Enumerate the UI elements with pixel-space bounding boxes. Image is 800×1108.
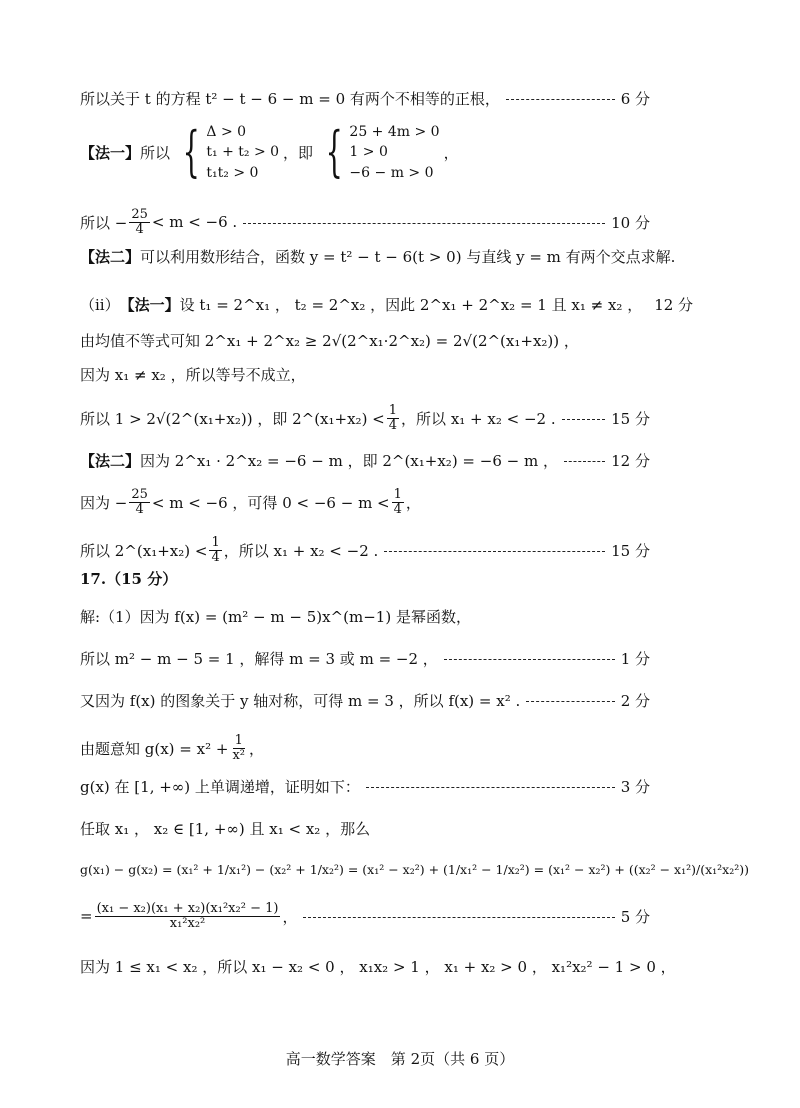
line-text: = <box>80 907 93 926</box>
line-text: 任取 x₁ ， x₂ ∈ [1, +∞) 且 x₁ < x₂ ，那么 <box>80 820 371 838</box>
fraction-numerator: 25 <box>131 207 148 222</box>
line-monotonic-claim <box>80 776 650 797</box>
line-text: ，即 <box>283 143 314 162</box>
fraction <box>209 536 221 564</box>
line-text: 所以 m² − m − 5 = 1 ，解得 m = 3 或 m = −2 ， <box>80 650 438 668</box>
line-am-gm <box>80 330 650 351</box>
line-text: 所以 1 > 2√(2^(x₁+x₂)) ，即 2^(x₁+x₂) < <box>80 409 385 428</box>
inequality-system-2 <box>317 122 440 183</box>
line-solve-m <box>80 648 650 669</box>
line-text: g(x) 在 [1, +∞) 上单调递增，证明如下： <box>80 778 360 796</box>
line-power-function <box>80 606 650 627</box>
page-footer: 高一数学答案 第 2页（共 6 页） <box>285 1050 515 1068</box>
fraction-denominator: 4 <box>211 549 220 565</box>
fraction <box>230 734 247 762</box>
line-part-ii-method-one <box>80 294 694 315</box>
line-text: ， <box>249 739 265 758</box>
system-line: t₁ + t₂ > 0 <box>206 144 280 161</box>
line-g-definition <box>80 734 650 762</box>
line-text: 所以 − <box>80 213 128 232</box>
fraction <box>387 404 399 432</box>
dash-leader <box>444 659 615 660</box>
line-text: 因为 1 ≤ x₁ < x₂ ，所以 x₁ − x₂ < 0 ， x₁x₂ > 1 ， x₁ + x₂ > 0 ， x₁²x₂² − 1 > 0 ， <box>80 958 676 976</box>
dash-leader <box>366 787 615 788</box>
line-symmetry <box>80 690 650 711</box>
line-factored-difference <box>80 902 650 930</box>
fraction-numerator: (x₁ − x₂)(x₁ + x₂)(x₁²x₂² − 1) <box>96 901 279 916</box>
line-conclusion-one <box>80 404 650 432</box>
dash-leader <box>506 99 615 100</box>
line-text: （ii） <box>80 296 120 314</box>
fraction-numerator: 1 <box>393 487 402 502</box>
line-conclusion-two <box>80 536 650 564</box>
method-tag: 【法二】 <box>80 248 141 266</box>
fraction <box>129 208 150 236</box>
method-tag: 【法一】 <box>119 296 180 314</box>
score-label: 10 分 <box>611 213 650 232</box>
fraction-denominator: 4 <box>393 501 402 517</box>
line-text: ， <box>282 907 298 926</box>
line-method-one-systems <box>80 122 650 183</box>
system-line: 25 + 4m > 0 <box>349 124 440 140</box>
dash-leader <box>564 461 605 462</box>
line-equation-roots <box>80 88 650 109</box>
method-tag: 【法二】 <box>80 452 141 470</box>
fraction <box>95 902 281 930</box>
line-range-bound <box>80 488 650 516</box>
line-text: 又因为 f(x) 的图象关于 y 轴对称，可得 m = 3 ，所以 f(x) = x² . <box>80 692 521 710</box>
line-sign-analysis <box>80 956 676 977</box>
line-text: g(x₁) − g(x₂) = (x₁² + 1/x₁²) − (x₂² + 1/x₂²) = (x₁² − x₂²) + (1/x₁² − 1/x₂²) = (x₁² − x₂²) + ((x₂² − x₁²)/(x₁²x₂²)) <box>80 862 749 877</box>
score-label: 15 分 <box>611 409 650 428</box>
line-text: 所以关于 t 的方程 t² − t − 6 − m = 0 有两个不相等的正根， <box>80 90 500 108</box>
problem-17-heading: 17.（15 分） <box>80 570 178 588</box>
fraction <box>129 488 150 516</box>
fraction-denominator: 4 <box>135 501 144 517</box>
line-equality-fails <box>80 364 650 385</box>
dash-leader <box>562 419 606 420</box>
line-text: ， <box>405 493 421 512</box>
score-label: 12 分 <box>611 452 650 470</box>
line-method-two <box>80 246 676 267</box>
brace-symbol: { <box>182 120 200 184</box>
system-line: 1 > 0 <box>349 144 388 161</box>
dash-leader <box>303 917 614 918</box>
fraction-denominator: 4 <box>135 221 144 237</box>
line-difference-expansion <box>80 862 749 877</box>
line-text: 所以 <box>140 143 171 162</box>
line-text: < m < −6 . <box>151 213 238 232</box>
system-line: −6 − m > 0 <box>349 164 434 181</box>
method-tag: 【法一】 <box>80 143 141 162</box>
line-m-range <box>80 208 650 236</box>
dash-leader <box>384 551 605 552</box>
line-text: 因为 2^x₁ · 2^x₂ = −6 − m ，即 2^(x₁+x₂) = −6 − m ， <box>140 452 558 470</box>
fraction-denominator: 4 <box>388 417 398 433</box>
score-label: 2 分 <box>620 692 650 710</box>
score-label: 1 分 <box>620 650 650 668</box>
fraction <box>392 488 404 516</box>
line-text: 由均值不等式可知 2^x₁ + 2^x₂ ≥ 2√(2^x₁·2^x₂) = 2√(2^(x₁+x₂)) ， <box>80 332 579 350</box>
system-line: Δ > 0 <box>206 124 247 140</box>
score-label: 6 分 <box>620 90 650 108</box>
line-take-points <box>80 818 650 839</box>
line-text: 可以利用数形结合，函数 y = t² − t − 6(t > 0) 与直线 y = m 有两个交点求解. <box>140 248 676 266</box>
score-label: 15 分 <box>611 541 650 560</box>
line-text: ，所以 x₁ + x₂ < −2 . <box>401 409 556 428</box>
line-text: 因为 − <box>80 493 128 512</box>
brace-symbol: { <box>325 120 343 184</box>
system-line: t₁t₂ > 0 <box>206 164 259 181</box>
fraction-numerator: 1 <box>211 535 220 550</box>
line-text: 解:（1）因为 f(x) = (m² − m − 5)x^(m−1) 是幂函数， <box>80 608 471 626</box>
fraction-numerator: 1 <box>234 733 243 748</box>
line-text: 由题意知 g(x) = x² + <box>80 739 229 758</box>
line-text: 因为 x₁ ≠ x₂ ，所以等号不成立， <box>80 366 306 384</box>
fraction-denominator: x² <box>232 747 245 763</box>
score-label: 5 分 <box>620 907 650 926</box>
fraction-numerator: 25 <box>131 487 148 502</box>
line-text: ，所以 x₁ + x₂ < −2 . <box>223 541 379 560</box>
score-label: 3 分 <box>620 778 650 796</box>
fraction-numerator: 1 <box>388 403 398 418</box>
fraction-denominator: x₁²x₂² <box>169 915 206 931</box>
line-text: ， <box>443 143 459 162</box>
line-text: 所以 2^(x₁+x₂) < <box>80 541 208 560</box>
line-text: 设 t₁ = 2^x₁ ， t₂ = 2^x₂ ，因此 2^x₁ + 2^x₂ = 1 且 x₁ ≠ x₂ ， <box>179 296 643 314</box>
inequality-system-1 <box>174 122 279 183</box>
line-part-ii-method-two <box>80 450 650 471</box>
score-label: 12 分 <box>654 296 694 314</box>
dash-leader <box>243 223 605 224</box>
line-text: < m < −6 ，可得 0 < −6 − m < <box>151 493 390 512</box>
dash-leader <box>526 701 614 702</box>
